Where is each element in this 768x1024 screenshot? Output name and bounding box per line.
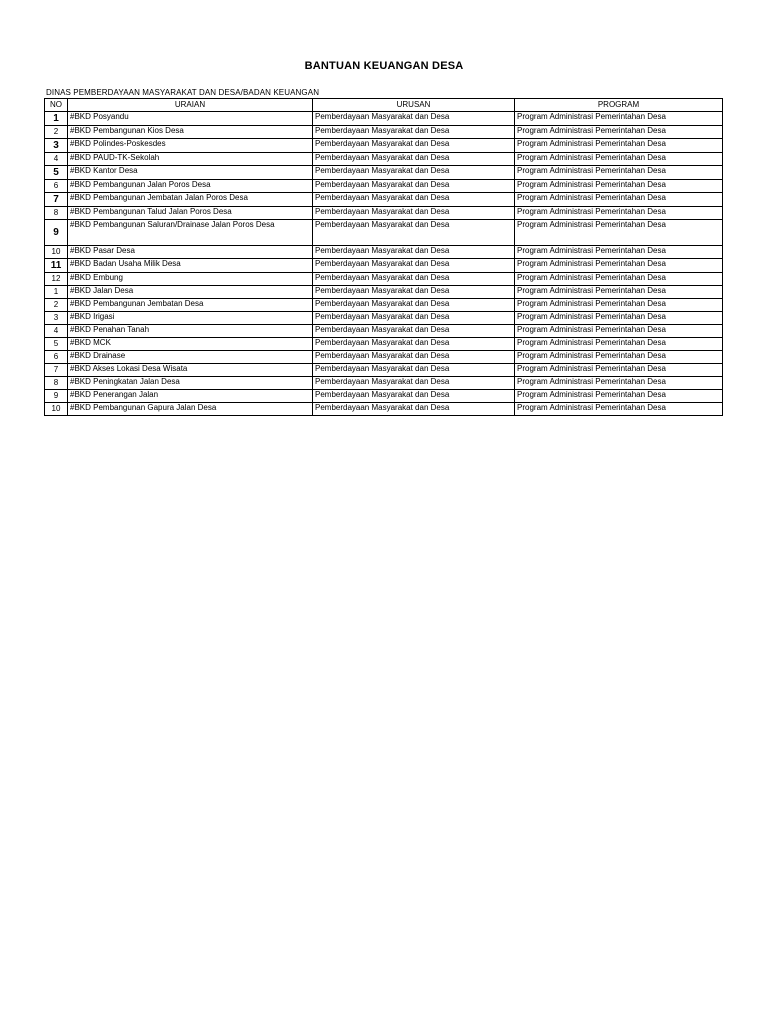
row-no: 3 — [45, 312, 68, 325]
header-no: NO — [45, 99, 68, 112]
row-uraian: #BKD Badan Usaha Milik Desa — [68, 259, 313, 273]
table-row — [45, 364, 723, 377]
row-program: Program Administrasi Pemerintahan Desa — [515, 403, 723, 416]
table-row — [45, 193, 723, 207]
row-urusan: Pemberdayaan Masyarakat dan Desa — [313, 286, 515, 299]
header-uraian: URAIAN — [68, 99, 313, 112]
row-no: 9 — [45, 220, 68, 246]
row-uraian: #BKD Penahan Tanah — [68, 325, 313, 338]
table-row — [45, 338, 723, 351]
row-no: 9 — [45, 390, 68, 403]
row-program: Program Administrasi Pemerintahan Desa — [515, 220, 723, 246]
row-no: 7 — [45, 193, 68, 207]
row-uraian: #BKD Drainase — [68, 351, 313, 364]
row-program: Program Administrasi Pemerintahan Desa — [515, 139, 723, 153]
table-row — [45, 180, 723, 193]
row-no: 2 — [45, 126, 68, 139]
row-uraian: #BKD Posyandu — [68, 112, 313, 126]
table-row — [45, 139, 723, 153]
row-no: 2 — [45, 299, 68, 312]
table-row — [45, 259, 723, 273]
row-uraian: #BKD Akses Lokasi Desa Wisata — [68, 364, 313, 377]
row-urusan: Pemberdayaan Masyarakat dan Desa — [313, 299, 515, 312]
row-urusan: Pemberdayaan Masyarakat dan Desa — [313, 377, 515, 390]
table-row — [45, 377, 723, 390]
row-urusan: Pemberdayaan Masyarakat dan Desa — [313, 312, 515, 325]
row-uraian: #BKD Pembangunan Gapura Jalan Desa — [68, 403, 313, 416]
table-row — [45, 166, 723, 180]
row-urusan: Pemberdayaan Masyarakat dan Desa — [313, 180, 515, 193]
row-program: Program Administrasi Pemerintahan Desa — [515, 193, 723, 207]
row-uraian: #BKD Pembangunan Kios Desa — [68, 126, 313, 139]
document-subtitle: DINAS PEMBERDAYAAN MASYARAKAT DAN DESA/BADAN KEUANGAN — [46, 88, 320, 97]
row-uraian: #BKD Embung — [68, 273, 313, 286]
row-uraian: #BKD Irigasi — [68, 312, 313, 325]
row-no: 12 — [45, 273, 68, 286]
row-urusan: Pemberdayaan Masyarakat dan Desa — [313, 126, 515, 139]
row-program: Program Administrasi Pemerintahan Desa — [515, 312, 723, 325]
row-uraian: #BKD PAUD-TK-Sekolah — [68, 153, 313, 166]
row-program: Program Administrasi Pemerintahan Desa — [515, 153, 723, 166]
table-row — [45, 273, 723, 286]
row-uraian: #BKD Pasar Desa — [68, 246, 313, 259]
row-uraian: #BKD Pembangunan Jembatan Jalan Poros Desa — [68, 193, 313, 207]
row-urusan: Pemberdayaan Masyarakat dan Desa — [313, 259, 515, 273]
table-row — [45, 403, 723, 416]
row-program: Program Administrasi Pemerintahan Desa — [515, 286, 723, 299]
table-row — [45, 246, 723, 259]
row-program: Program Administrasi Pemerintahan Desa — [515, 299, 723, 312]
row-uraian: #BKD Polindes-Poskesdes — [68, 139, 313, 153]
row-program: Program Administrasi Pemerintahan Desa — [515, 273, 723, 286]
bkd-table — [44, 98, 723, 416]
row-program: Program Administrasi Pemerintahan Desa — [515, 126, 723, 139]
row-no: 5 — [45, 166, 68, 180]
row-program: Program Administrasi Pemerintahan Desa — [515, 390, 723, 403]
row-uraian: #BKD Pembangunan Jembatan Desa — [68, 299, 313, 312]
row-program: Program Administrasi Pemerintahan Desa — [515, 351, 723, 364]
row-urusan: Pemberdayaan Masyarakat dan Desa — [313, 193, 515, 207]
row-no: 5 — [45, 338, 68, 351]
row-program: Program Administrasi Pemerintahan Desa — [515, 207, 723, 220]
table-row — [45, 126, 723, 139]
row-program: Program Administrasi Pemerintahan Desa — [515, 112, 723, 126]
table-row — [45, 312, 723, 325]
row-uraian: #BKD Kantor Desa — [68, 166, 313, 180]
row-no: 10 — [45, 246, 68, 259]
row-no: 1 — [45, 286, 68, 299]
row-no: 7 — [45, 364, 68, 377]
row-uraian: #BKD Pembangunan Saluran/Drainase Jalan Poros Desa — [68, 220, 313, 246]
table-row — [45, 207, 723, 220]
row-urusan: Pemberdayaan Masyarakat dan Desa — [313, 273, 515, 286]
row-no: 4 — [45, 153, 68, 166]
row-urusan: Pemberdayaan Masyarakat dan Desa — [313, 338, 515, 351]
row-no: 8 — [45, 377, 68, 390]
row-program: Program Administrasi Pemerintahan Desa — [515, 259, 723, 273]
header-program: PROGRAM — [515, 99, 723, 112]
row-program: Program Administrasi Pemerintahan Desa — [515, 325, 723, 338]
row-no: 10 — [45, 403, 68, 416]
table-row — [45, 390, 723, 403]
row-no: 3 — [45, 139, 68, 153]
row-no: 1 — [45, 112, 68, 126]
row-uraian: #BKD Jalan Desa — [68, 286, 313, 299]
row-urusan: Pemberdayaan Masyarakat dan Desa — [313, 364, 515, 377]
row-program: Program Administrasi Pemerintahan Desa — [515, 246, 723, 259]
header-urusan: URUSAN — [313, 99, 515, 112]
row-urusan: Pemberdayaan Masyarakat dan Desa — [313, 403, 515, 416]
row-urusan: Pemberdayaan Masyarakat dan Desa — [313, 220, 515, 246]
row-uraian: #BKD Peningkatan Jalan Desa — [68, 377, 313, 390]
table-row — [45, 351, 723, 364]
table-header-row — [45, 99, 723, 112]
table-row — [45, 153, 723, 166]
row-urusan: Pemberdayaan Masyarakat dan Desa — [313, 325, 515, 338]
table-row — [45, 299, 723, 312]
row-urusan: Pemberdayaan Masyarakat dan Desa — [313, 166, 515, 180]
row-program: Program Administrasi Pemerintahan Desa — [515, 377, 723, 390]
row-uraian: #BKD Pembangunan Talud Jalan Poros Desa — [68, 207, 313, 220]
document-title: BANTUAN KEUANGAN DESA — [304, 60, 464, 72]
row-uraian: #BKD MCK — [68, 338, 313, 351]
table-row — [45, 112, 723, 126]
row-program: Program Administrasi Pemerintahan Desa — [515, 338, 723, 351]
row-uraian: #BKD Penerangan Jalan — [68, 390, 313, 403]
row-no: 11 — [45, 259, 68, 273]
row-urusan: Pemberdayaan Masyarakat dan Desa — [313, 351, 515, 364]
row-no: 8 — [45, 207, 68, 220]
row-no: 4 — [45, 325, 68, 338]
row-uraian: #BKD Pembangunan Jalan Poros Desa — [68, 180, 313, 193]
row-urusan: Pemberdayaan Masyarakat dan Desa — [313, 139, 515, 153]
table-row — [45, 220, 723, 246]
row-program: Program Administrasi Pemerintahan Desa — [515, 180, 723, 193]
row-urusan: Pemberdayaan Masyarakat dan Desa — [313, 112, 515, 126]
row-no: 6 — [45, 180, 68, 193]
row-urusan: Pemberdayaan Masyarakat dan Desa — [313, 246, 515, 259]
row-program: Program Administrasi Pemerintahan Desa — [515, 166, 723, 180]
table-row — [45, 325, 723, 338]
row-program: Program Administrasi Pemerintahan Desa — [515, 364, 723, 377]
row-urusan: Pemberdayaan Masyarakat dan Desa — [313, 153, 515, 166]
row-urusan: Pemberdayaan Masyarakat dan Desa — [313, 390, 515, 403]
row-urusan: Pemberdayaan Masyarakat dan Desa — [313, 207, 515, 220]
table-row — [45, 286, 723, 299]
row-no: 6 — [45, 351, 68, 364]
